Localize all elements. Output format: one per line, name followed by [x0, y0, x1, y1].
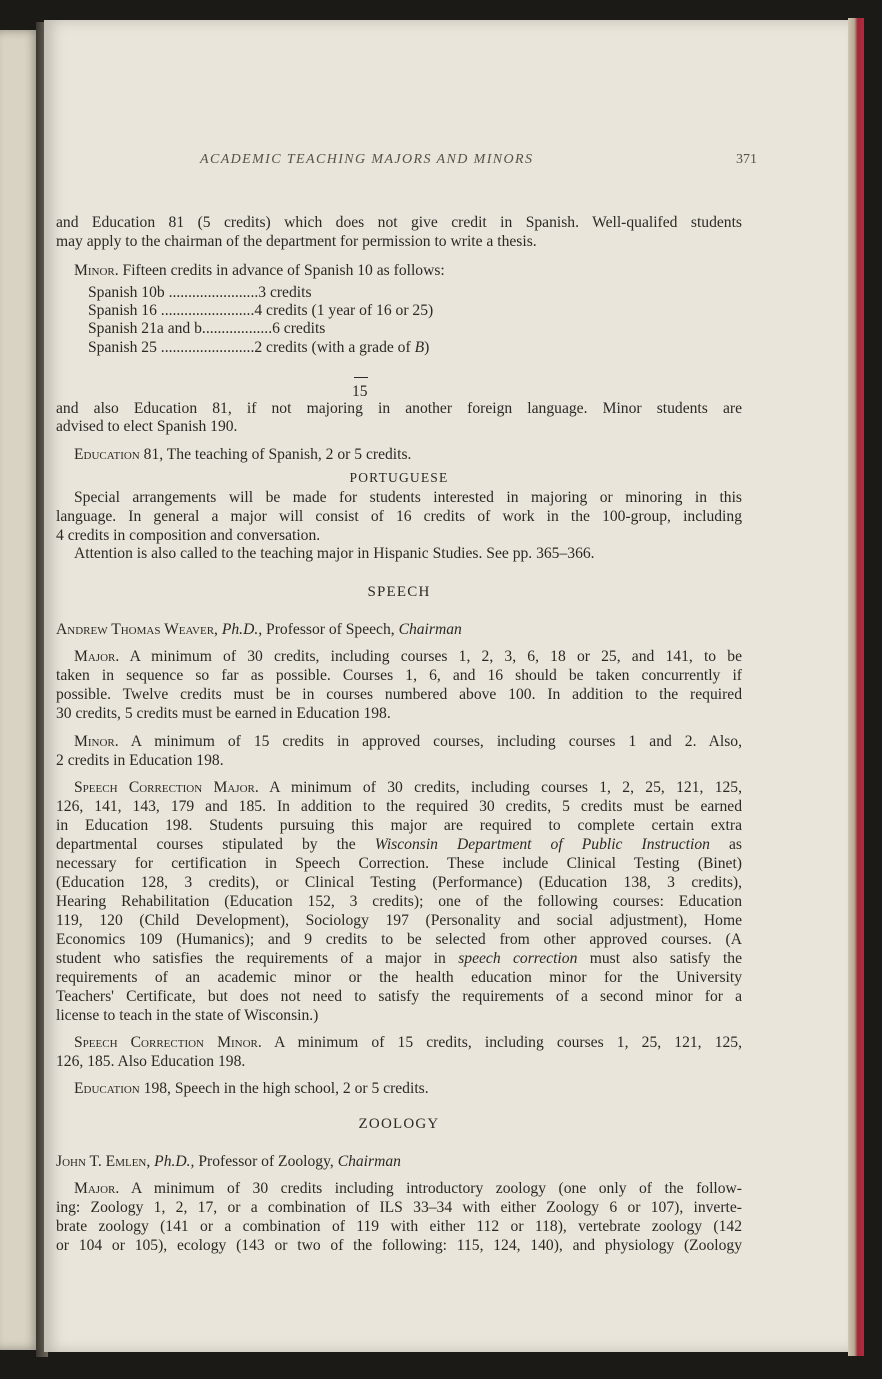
- text-line: and also Education 81, if not majoring in another foreign language. Minor students are: [56, 400, 742, 417]
- section-heading-speech: SPEECH: [367, 584, 431, 600]
- speech-correction-major-label: Speech Correction Major.: [74, 779, 259, 796]
- text-line: [56, 836, 742, 854]
- leader: ..................: [201, 320, 273, 337]
- text-span: must also satisfy the: [577, 950, 743, 967]
- chairman-line: [56, 621, 742, 639]
- page-number: 371: [736, 152, 757, 167]
- text-line: Teachers' Certificate, but does not need to satisfy the requirements of a second minor for a: [56, 988, 742, 1005]
- text-line: A minimum of 15 credits in approved courses, including courses 1 and 2. Also,: [118, 733, 742, 750]
- chairman-name: Andrew Thomas Weaver,: [56, 621, 218, 638]
- credit-table-row: [88, 302, 433, 320]
- credit-table-row: [88, 284, 312, 302]
- text-line: 198, Speech in the high school, 2 or 5 credits.: [139, 1080, 429, 1097]
- text-line: 2 credits in Education 198.: [56, 752, 224, 769]
- text-line: in Education 198. Students pursuing this major are required to complete certain extra: [56, 817, 742, 834]
- facing-page-edge: [0, 30, 40, 1350]
- text-line: 4 credits in composition and conversation.: [56, 527, 321, 544]
- speech-correction-minor: [74, 1034, 742, 1052]
- text-line: 81, The teaching of Spanish, 2 or 5 credits.: [139, 446, 412, 463]
- credits: 3 credits: [258, 284, 312, 301]
- education-label: Education: [74, 446, 140, 463]
- leader: ........................: [156, 302, 255, 319]
- text-line: brate zoology (141 or a combination of 119 with either 112 or 118), vertebrate zoology (142: [56, 1218, 742, 1235]
- course: Spanish 16: [88, 302, 157, 319]
- text-line: Special arrangements will be made for students interested in majoring or minoring in this: [74, 489, 742, 506]
- title-text: Professor of Zoology,: [194, 1153, 338, 1170]
- minor-label: Minor.: [74, 262, 119, 279]
- major-paragraph: [74, 1180, 742, 1198]
- text-line: advised to elect Spanish 190.: [56, 418, 238, 435]
- speech-correction-major: [74, 779, 742, 797]
- text-line: requirements of an academic minor or the health education minor for the University: [56, 969, 742, 986]
- credit-total: 15: [352, 383, 368, 400]
- book-page-edges: [848, 18, 864, 1356]
- running-title: ACADEMIC TEACHING MAJORS AND MINORS: [200, 152, 534, 167]
- text-line: 119, 120 (Child Development), Sociology 197 (Personality and social adjustment), Home: [56, 912, 742, 929]
- text-line: [56, 950, 742, 968]
- text-line: Hearing Rehabilitation (Education 152, 3 credits); one of the following courses: Education: [56, 893, 742, 910]
- text-line: taken in sequence so far as possible. Courses 1, 6, and 16 should be taken concurrently if: [56, 667, 742, 684]
- text-span: student who satisfies the requirements of a major in: [56, 950, 459, 967]
- title-text: Professor of Speech,: [262, 621, 399, 638]
- chairman-name: John T. Emlen,: [56, 1153, 151, 1170]
- text-line: language. In general a major will consist of 16 credits of work in the 100-group, including: [56, 508, 742, 525]
- course: Spanish 21a and b: [88, 320, 202, 337]
- minor-paragraph: [74, 733, 742, 751]
- leader: .......................: [164, 284, 259, 301]
- italic-text: Wisconsin Department of Public Instruction: [374, 836, 710, 853]
- education-course: [74, 446, 742, 464]
- major-label: Major.: [74, 648, 120, 665]
- text-line: possible. Twelve credits must be in courses numbered above 100. In addition to the required: [56, 686, 742, 703]
- text-line: Fifteen credits in advance of Spanish 10 as follows:: [118, 262, 445, 279]
- chairman-line: [56, 1153, 742, 1171]
- minor-paragraph: [74, 262, 742, 280]
- note: (with a grade of B): [307, 339, 430, 356]
- leader: ........................: [156, 339, 255, 356]
- chairman-title: Chairman: [398, 621, 462, 638]
- text-line: 126, 141, 143, 179 and 185. In addition to the required 30 credits, 5 credits must be earned: [56, 798, 742, 815]
- education-course: [74, 1080, 742, 1098]
- credit-table-row: [88, 320, 325, 338]
- text-line: or 104 or 105), ecology (143 or two of the following: 115, 124, 140), and physiology (Zoology: [56, 1237, 742, 1254]
- text-span: departmental courses stipulated by the: [56, 836, 375, 853]
- section-heading-portuguese: PORTUGUESE: [349, 470, 449, 485]
- major-paragraph: [74, 648, 742, 666]
- education-label: Education: [74, 1080, 140, 1097]
- speech-correction-minor-label: Speech Correction Minor.: [74, 1034, 262, 1051]
- course: Spanish 10b: [88, 284, 165, 301]
- degree: Ph.D.,: [150, 1153, 195, 1170]
- text-line: ing: Zoology 1, 2, 17, or a combination of ILS 33–34 with either Zoology 6 or 107), inverte-: [56, 1199, 742, 1216]
- credits: 4 credits: [254, 302, 308, 319]
- text-line: A minimum of 30 credits including introductory zoology (one only of the follow-: [119, 1180, 742, 1197]
- text-line: (Education 128, 3 credits), or Clinical Testing (Performance) (Education 138, 3 credits),: [56, 874, 742, 891]
- minor-label: Minor.: [74, 733, 119, 750]
- text-line: license to teach in the state of Wisconsin.): [56, 1007, 319, 1024]
- text-line: A minimum of 15 credits, including courses 1, 25, 121, 125,: [261, 1034, 742, 1051]
- course: Spanish 25: [88, 339, 157, 356]
- credit-table-row: [88, 339, 429, 357]
- text-line: Economics 109 (Humanics); and 9 credits to be selected from other approved courses. (A: [56, 931, 742, 948]
- credits: 2 credits: [254, 339, 308, 356]
- credits: 6 credits: [272, 320, 326, 337]
- text-line: may apply to the chairman of the department for permission to write a thesis.: [56, 233, 537, 250]
- text-line: 126, 185. Also Education 198.: [56, 1053, 246, 1070]
- text-line: 30 credits, 5 credits must be earned in Education 198.: [56, 705, 391, 722]
- note: (1 year of 16 or 25): [307, 302, 434, 319]
- major-label: Major.: [74, 1180, 120, 1197]
- text-line: and Education 81 (5 credits) which does not give credit in Spanish. Well-qualifed students: [56, 214, 742, 231]
- chairman-title: Chairman: [337, 1153, 401, 1170]
- section-heading-zoology: ZOOLOGY: [358, 1116, 440, 1132]
- text-line: necessary for certification in Speech Correction. These include Clinical Testing (Binet): [56, 855, 742, 872]
- text-line: A minimum of 30 credits, including courses 1, 2, 25, 121, 125,: [258, 779, 743, 796]
- text-line: A minimum of 30 credits, including courses 1, 2, 3, 6, 18 or 25, and 141, to be: [119, 648, 742, 665]
- degree: Ph.D.,: [217, 621, 263, 638]
- text-span: as: [709, 836, 742, 853]
- italic-text: speech correction: [458, 950, 578, 967]
- text-line: Attention is also called to the teaching major in Hispanic Studies. See pp. 365–366.: [74, 545, 595, 562]
